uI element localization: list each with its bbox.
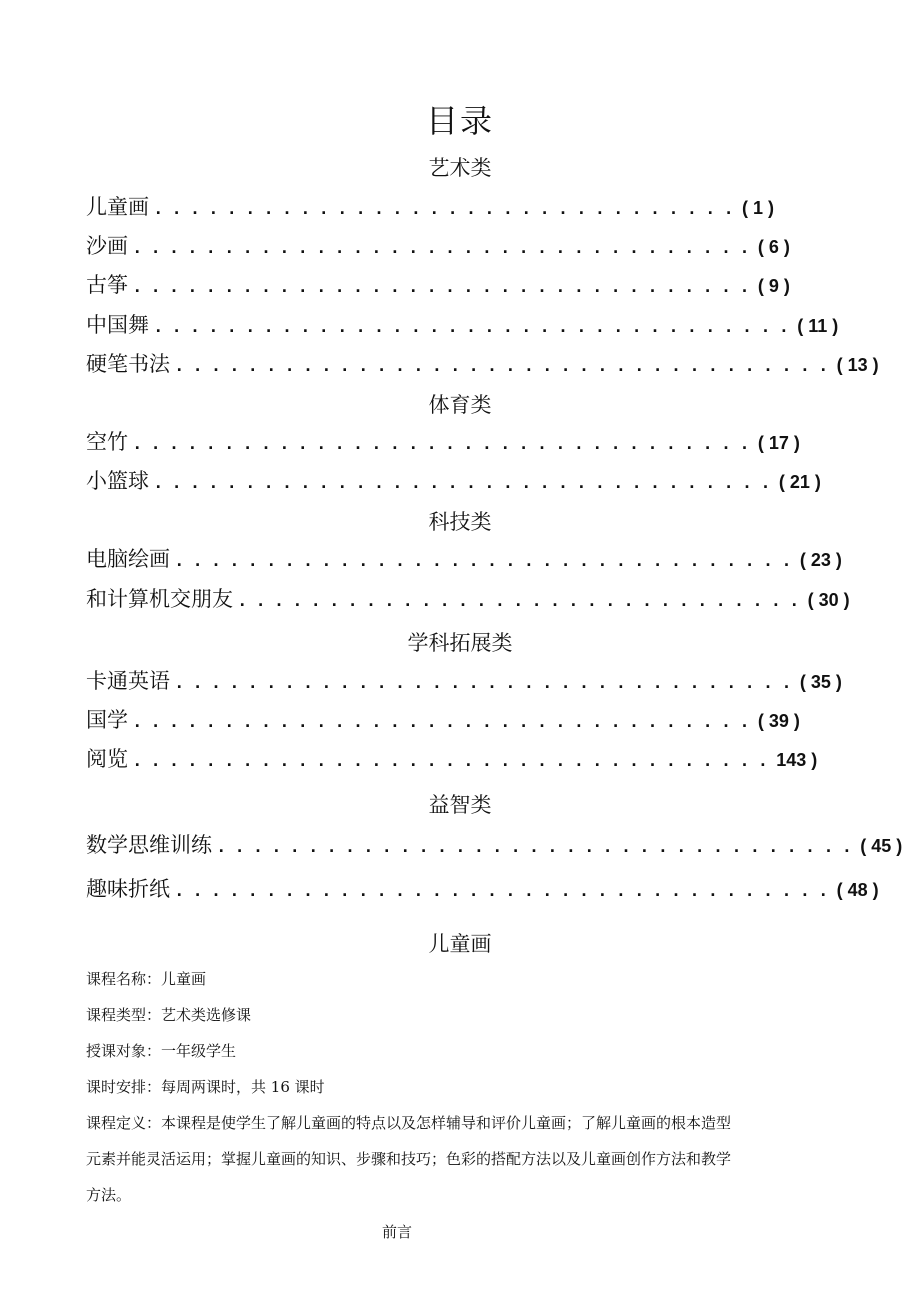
- toc-page-number: 143 ): [776, 750, 818, 770]
- toc-entry-name: 古筝: [86, 273, 128, 297]
- toc-page-number: ( 30 ): [807, 590, 850, 610]
- toc-page-number: ( 1 ): [742, 198, 775, 218]
- toc-page-number: ( 17 ): [757, 433, 800, 453]
- course-definition-line: 元素并能灵活运用；掌握儿童画的知识、步骤和技巧；色彩的搭配方法以及儿童画创作方法和教学: [86, 1150, 732, 1168]
- toc-leader-dots: . . . . . . . . . . . . . . . . . . . . . . . . . . . . . . . . . . . .: [176, 880, 830, 900]
- toc-entry[interactable]: [86, 705, 800, 735]
- footer-label: 前言: [382, 1223, 413, 1241]
- toc-leader-dots: . . . . . . . . . . . . . . . . . . . . . . . . . . . . . . . . . .: [134, 276, 752, 296]
- toc-entry-name: 沙画: [86, 234, 128, 258]
- toc-title: 目录: [425, 102, 494, 140]
- toc-page-number: ( 21 ): [778, 472, 821, 492]
- toc-entry-name: 国学: [86, 708, 128, 732]
- toc-leader-dots: . . . . . . . . . . . . . . . . . . . . . . . . . . . . . . . . . .: [155, 472, 773, 492]
- toc-leader-dots: . . . . . . . . . . . . . . . . . . . . . . . . . . . . . . .: [239, 590, 801, 610]
- toc-entry-name: 阅览: [86, 747, 128, 771]
- section-heading-tech: 科技类: [428, 510, 492, 534]
- toc-page-number: ( 13 ): [836, 355, 879, 375]
- toc-entry-name: 空竹: [86, 430, 128, 454]
- toc-entry[interactable]: [86, 744, 817, 774]
- toc-leader-dots: . . . . . . . . . . . . . . . . . . . . . . . . . . . . . . . . . . .: [218, 836, 854, 856]
- toc-entry-name: 儿童画: [86, 195, 149, 219]
- toc-entry[interactable]: [86, 192, 774, 222]
- toc-page-number: ( 39 ): [757, 711, 800, 731]
- section-heading-puzzle: 益智类: [428, 793, 492, 817]
- section-heading-sports: 体育类: [428, 393, 492, 417]
- course-schedule-line: 课时安排：每周两课时，共 16 课时: [86, 1078, 325, 1096]
- toc-leader-dots: . . . . . . . . . . . . . . . . . . . . . . . . . . . . . . . . . .: [176, 550, 794, 570]
- course-definition-line: 方法。: [86, 1186, 132, 1204]
- toc-leader-dots: . . . . . . . . . . . . . . . . . . . . . . . . . . . . . . . . . . .: [134, 750, 770, 770]
- toc-page-number: ( 11 ): [797, 316, 839, 336]
- toc-entry[interactable]: [86, 270, 790, 300]
- toc-entry[interactable]: [86, 231, 790, 261]
- course-audience-line: 授课对象：一年级学生: [86, 1042, 237, 1060]
- toc-leader-dots: . . . . . . . . . . . . . . . . . . . . . . . . . . . . . . . . . .: [134, 711, 752, 731]
- toc-entry[interactable]: [86, 349, 879, 379]
- toc-entry-name: 小篮球: [86, 469, 149, 493]
- toc-entry-name: 卡通英语: [86, 669, 170, 693]
- toc-leader-dots: . . . . . . . . . . . . . . . . . . . . . . . . . . . . . . . . . .: [134, 433, 752, 453]
- toc-leader-dots: . . . . . . . . . . . . . . . . . . . . . . . . . . . . . . . . . .: [176, 672, 794, 692]
- toc-entry[interactable]: [86, 544, 842, 574]
- toc-leader-dots: . . . . . . . . . . . . . . . . . . . . . . . . . . . . . . . .: [155, 198, 736, 218]
- toc-entry-name: 趣味折纸: [86, 877, 170, 901]
- toc-page-number: ( 45 ): [860, 836, 903, 856]
- toc-entry-name: 中国舞: [86, 313, 149, 337]
- toc-entry-name: 硬笔书法: [86, 352, 170, 376]
- toc-page-number: ( 23 ): [799, 550, 842, 570]
- toc-entry-name: 电脑绘画: [86, 547, 170, 571]
- toc-page-number: ( 35 ): [799, 672, 842, 692]
- toc-entry-name: 数学思维训练: [86, 833, 212, 857]
- toc-page-number: ( 6 ): [757, 237, 790, 257]
- toc-page-number: ( 9 ): [757, 276, 790, 296]
- toc-leader-dots: . . . . . . . . . . . . . . . . . . . . . . . . . . . . . . . . . . .: [155, 316, 791, 336]
- toc-entry[interactable]: [86, 874, 879, 904]
- toc-entry-name: 和计算机交朋友: [86, 587, 233, 611]
- toc-entry[interactable]: [86, 830, 902, 860]
- toc-leader-dots: . . . . . . . . . . . . . . . . . . . . . . . . . . . . . . . . . .: [134, 237, 752, 257]
- toc-leader-dots: . . . . . . . . . . . . . . . . . . . . . . . . . . . . . . . . . . . .: [176, 355, 830, 375]
- course-name-line: 课程名称：儿童画: [86, 970, 207, 988]
- toc-entry[interactable]: [86, 427, 800, 457]
- course-type-line: 课程类型：艺术类选修课: [86, 1006, 252, 1024]
- toc-entry[interactable]: [86, 584, 850, 614]
- toc-entry[interactable]: [86, 666, 842, 696]
- toc-entry[interactable]: [86, 466, 821, 496]
- course-heading: 儿童画: [428, 932, 492, 956]
- section-heading-subject-extension: 学科拓展类: [407, 631, 513, 655]
- course-definition-line: 课程定义：本课程是使学生了解儿童画的特点以及怎样辅导和评价儿童画；了解儿童画的根本造型: [86, 1114, 732, 1132]
- toc-page-number: ( 48 ): [836, 880, 879, 900]
- section-heading-art: 艺术类: [428, 156, 492, 180]
- toc-entry[interactable]: [86, 310, 838, 340]
